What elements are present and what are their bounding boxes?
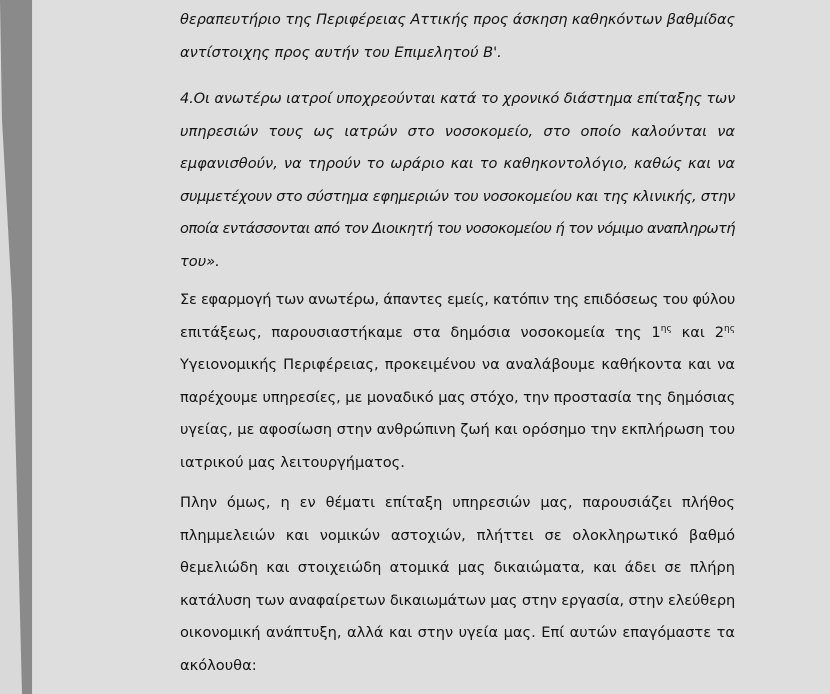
text-line: Πλην όμως, η εν θέματι επίταξη υπηρεσιών μας, παρουσιάζει πλήθος <box>180 494 735 511</box>
text-segment: επιτάξεως, παρουσιαστήκαμε στα δημόσια νοσοκομεία της 1 <box>180 323 661 341</box>
text-line: υγείας, με αφοσίωση στην ανθρώπινη ζωή και ορόσημο την εκπλήρωση του <box>180 421 735 438</box>
text-line: συμμετέχουν στο σύστημα εφημεριών του νοσοκομείου και της κλινικής, στην <box>180 187 736 205</box>
text-line: εμφανισθούν, να τηρούν το ωράριο και το καθηκοντολόγιο, καθώς και να <box>180 155 735 172</box>
text-segment: και 2 <box>671 323 724 341</box>
text-line: πλημμελειών και νομικών αστοχιών, πλήττει σε ολοκληρωτικό βαθμό <box>180 526 735 544</box>
text-line: θεραπευτήριο της Περιφέρειας Αττικής προς άσκηση καθηκόντων βαθμίδας <box>180 11 736 28</box>
text-line: θεμελιώδη και στοιχειώδη ατομικά μας δικαιώματα, και άδει σε πλήρη <box>180 559 735 576</box>
text-line: Υγειονομικής Περιφέρειας, προκειμένου να αναλάβουμε καθήκοντα και να <box>180 356 735 373</box>
superscript: ης <box>724 323 735 334</box>
text-line: Σε εφαρμογή των ανωτέρω, άπαντες εμείς, κατόπιν της επιδόσεως του φύλου <box>180 291 735 308</box>
text-line: ακόλουθα: <box>180 656 257 674</box>
text-line: αντίστοιχης προς αυτήν του Επιμελητού Β'. <box>180 43 502 61</box>
superscript: ης <box>660 323 672 334</box>
text-line: οποία εντάσσονται από τον Διοικητή του νοσοκομείου ή τον νόμιμο αναπληρωτή <box>180 220 735 237</box>
document-page <box>33 0 830 694</box>
text-line: 4.Οι ανωτέρω ιατροί υποχρεούνται κατά το χρονικό διάστημα επίταξης των <box>180 90 736 107</box>
paragraph-3 <box>180 284 735 479</box>
text-line: ιατρικού μας λειτουργήματος. <box>180 453 405 471</box>
paragraph-1 <box>180 4 735 69</box>
text-line: κατάλυση των αναφαίρετων δικαιωμάτων μας στην εργασία, στην ελεύθερη <box>180 591 736 609</box>
text-line: υπηρεσιών τους ως ιατρών στο νοσοκομείο, στο οποίο καλούνται να <box>180 122 735 140</box>
text-line <box>180 317 735 350</box>
text-line: του». <box>180 252 220 270</box>
text-line: παρέχουμε υπηρεσίες, με μοναδικό μας στόχο, την προστασία της δημόσιας <box>180 388 736 406</box>
text-line: οικονομική ανάπτυξη, αλλά και στην υγεία μας. Επί αυτών επαγόμαστε τα <box>180 624 735 641</box>
paragraph-2 <box>180 83 735 278</box>
paragraph-4 <box>180 487 735 682</box>
